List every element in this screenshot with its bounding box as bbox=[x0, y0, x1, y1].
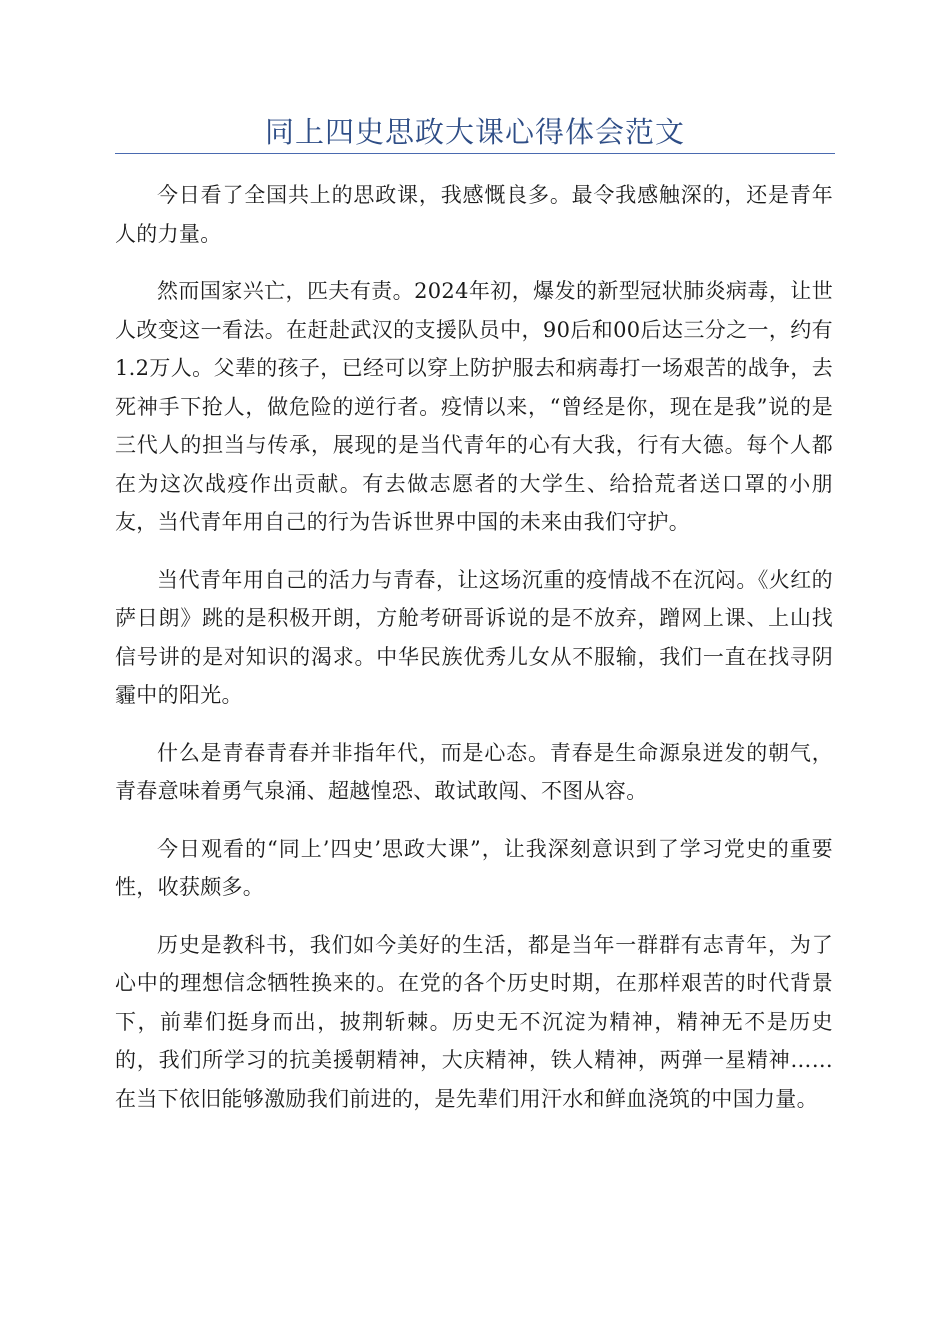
paragraph-6: 历史是教科书，我们如今美好的生活，都是当年一群群有志青年，为了心中的理想信念牺牲换来的。在党的各个历史时期，在那样艰苦的时代背景下，前辈们挺身而出，披荆斩棘。历史无不沉淀为精神，精神无不是历史的，我们所学习的抗美援朝精神，大庆精神，铁人精神，两弹一星精神……在当下依旧能够激励我们前进的，是先辈们用汗水和鲜血浇筑的中国力量。 bbox=[115, 932, 833, 1111]
paragraph-3: 当代青年用自己的活力与青春，让这场沉重的疫情战不在沉闷。《火红的萨日朗》跳的是积极开朗，方舱考研哥诉说的是不放弃，蹭网上课、上山找信号讲的是对知识的渴求。中华民族优秀儿女从不服输，我们一直在找寻阴霾中的阳光。 bbox=[115, 567, 833, 707]
title-underline bbox=[115, 153, 835, 154]
document-title: 同上四史思政大课心得体会范文 bbox=[264, 115, 685, 149]
document-body bbox=[115, 176, 833, 1137]
paragraph-4: 什么是青春青春并非指年代，而是心态。青春是生命源泉迸发的朝气，青春意味着勇气泉涌、超越惶恐、敢试敢闯、不图从容。 bbox=[115, 740, 833, 803]
paragraph-1: 今日看了全国共上的思政课，我感慨良多。最令我感触深的，还是青年人的力量。 bbox=[115, 183, 833, 246]
paragraph-2: 然而国家兴亡，匹夫有责。2024年初，爆发的新型冠状肺炎病毒，让世人改变这一看法。在赶赴武汉的支援队员中，90后和00后达三分之一，约有1.2万人。父辈的孩子，已经可以穿上防护服去和病毒打一场艰苦的战争，去死神手下抢人，做危险的逆行者。疫情以来，“曾经是你，现在是我”说的是三代人的担当与传承，展现的是当代青年的心有大我，行有大德。每个人都在为这次战疫作出贡献。有去做志愿者的大学生、给拾荒者送口罩的小朋友，当代青年用自己的行为告诉世界中国的未来由我们守护。 bbox=[115, 279, 833, 534]
paragraph-5: 今日观看的“同上’四史’思政大课”，让我深刻意识到了学习党史的重要性，收获颇多。 bbox=[115, 836, 833, 899]
